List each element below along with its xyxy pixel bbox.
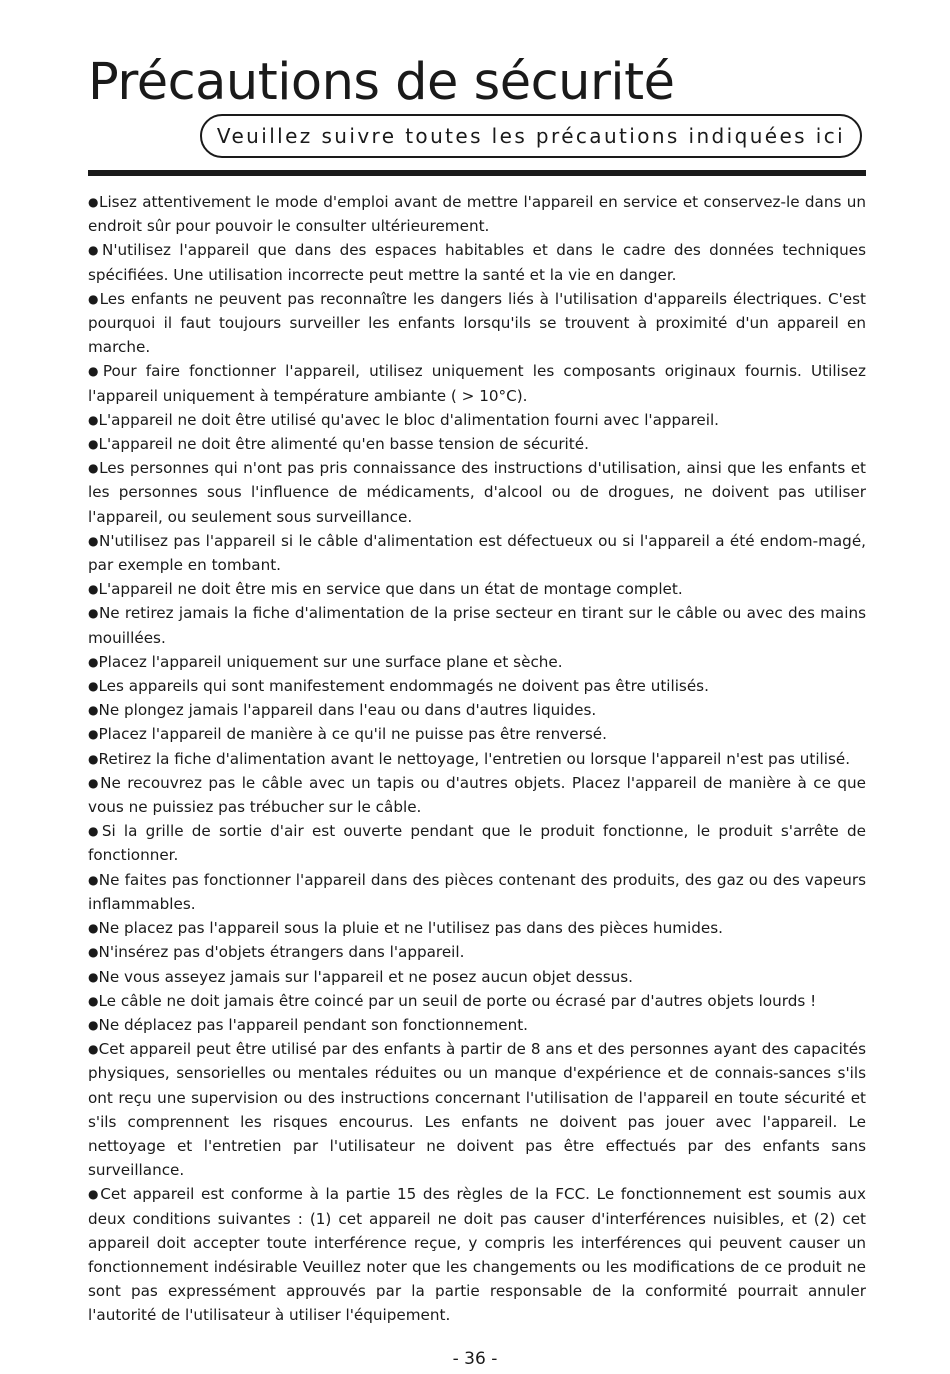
bullet-icon: ● xyxy=(88,727,99,742)
bullet-icon: ● xyxy=(88,824,102,839)
precaution-text: N'utilisez l'appareil que dans des espaces habitables et dans le cadre des données techniques spécifiées. Une utilisation incorrecte peut mettre la santé et la vie en danger. xyxy=(88,241,866,284)
bullet-icon: ● xyxy=(88,1017,99,1032)
precaution-text: Placez l'appareil de manière à ce qu'il ne puisse pas être renversé. xyxy=(98,725,607,744)
precaution-item xyxy=(88,577,866,601)
bullet-icon: ● xyxy=(88,582,99,597)
precaution-item xyxy=(88,989,866,1013)
bullet-icon: ● xyxy=(88,195,99,209)
precaution-item xyxy=(88,1013,866,1037)
bullet-icon: ● xyxy=(88,872,99,887)
precaution-text: Cet appareil peut être utilisé par des enfants à partir de 8 ans et des personnes ayant des capacités physiques, sensorielles ou mentales réduites ou un manque d'expérience et de connais-sances s'ils ont reçu une supervision ou des instructions concernant l'utilisation de l'appareil en toute sécurité et s'ils comprennent les risques encourus. Les enfants ne doivent pas jouer avec l'appareil. Le nettoyage et l'entretien par l'utilisateur ne doivent pas être effectués par des enfants sans surveillance. xyxy=(88,1040,866,1180)
precaution-text: N'utilisez pas l'appareil si le câble d'alimentation est défectueux ou si l'appareil a été endom-magé, par exemple en tombant. xyxy=(88,531,866,575)
precaution-text: Pour faire fonctionner l'appareil, utilisez uniquement les composants originaux fournis. Utilisez l'appareil uniquement à température ambiante ( > 10°C). xyxy=(88,362,866,405)
precaution-item xyxy=(88,432,866,456)
bullet-icon: ● xyxy=(88,1187,101,1202)
precaution-text: Ne retirez jamais la fiche d'alimentation de la prise secteur en tirant sur le câble ou avec des mains mouillées. xyxy=(88,604,866,647)
precaution-item xyxy=(88,456,866,529)
bullet-icon: ● xyxy=(88,364,103,379)
bullet-icon: ● xyxy=(88,606,99,621)
bullet-icon: ● xyxy=(88,291,100,306)
precaution-item xyxy=(88,747,866,771)
precaution-text: N'insérez pas d'objets étrangers dans l'appareil. xyxy=(98,943,465,962)
header-divider xyxy=(88,170,866,176)
precaution-item xyxy=(88,529,866,577)
precautions-list xyxy=(88,190,866,1328)
precaution-text: Lisez attentivement le mode d'emploi avant de mettre l'appareil en service et conservez-le dans un endroit sûr pour pouvoir le consulter ultérieurement. xyxy=(88,193,866,236)
bullet-icon: ● xyxy=(88,654,99,669)
bullet-icon: ● xyxy=(88,679,99,694)
precaution-item xyxy=(88,965,866,989)
bullet-icon: ● xyxy=(88,243,103,258)
precaution-text: Si la grille de sortie d'air est ouverte pendant que le produit fonctionne, le produit s'arrête de fonctionner. xyxy=(88,822,866,865)
bullet-icon: ● xyxy=(88,775,101,790)
page-number: - 36 - xyxy=(452,1349,498,1369)
precaution-item xyxy=(88,1037,866,1182)
bullet-icon: ● xyxy=(88,751,99,766)
precaution-text: Ne faites pas fonctionner l'appareil dans des pièces contenant des produits, des gaz ou des vapeurs inflammables. xyxy=(88,870,866,913)
precaution-text: Retirez la fiche d'alimentation avant le nettoyage, l'entretien ou lorsque l'appareil n'est pas utilisé. xyxy=(98,749,851,768)
precaution-text: Le câble ne doit jamais être coincé par un seuil de porte ou écrasé par d'autres objets lourds ! xyxy=(98,991,817,1010)
precaution-text: L'appareil ne doit être mis en service que dans un état de montage complet. xyxy=(98,580,683,599)
precaution-item xyxy=(88,819,866,867)
subtitle-text: Veuillez suivre toutes les précautions indiquées ici xyxy=(216,124,846,148)
bullet-icon: ● xyxy=(88,969,99,984)
precaution-item xyxy=(88,771,866,819)
bullet-icon: ● xyxy=(88,703,99,718)
precaution-text: Ne vous asseyez jamais sur l'appareil et ne posez aucun objet dessus. xyxy=(98,967,634,986)
bullet-icon: ● xyxy=(88,533,100,548)
precaution-text: Les personnes qui n'ont pas pris connaissance des instructions d'utilisation, ainsi que les enfants et les personnes sous l'influence de médicaments, d'alcool ou de drogues, ne doivent pas utiliser l'appareil, ou seulement sous surveillance. xyxy=(88,459,866,526)
bullet-icon: ● xyxy=(88,993,99,1008)
bullet-icon: ● xyxy=(88,1042,99,1057)
precaution-item xyxy=(88,722,866,746)
precaution-item xyxy=(88,238,866,286)
precaution-item xyxy=(88,940,866,964)
precaution-text: L'appareil ne doit être alimenté qu'en basse tension de sécurité. xyxy=(98,435,589,454)
precaution-item xyxy=(88,190,866,238)
precaution-text: Les enfants ne peuvent pas reconnaître les dangers liés à l'utilisation d'appareils électriques. C'est pourquoi il faut toujours surveiller les enfants lorsqu'ils se trouvent à proximité d'un appareil en marche. xyxy=(88,289,866,357)
precaution-item xyxy=(88,359,866,407)
page-title: Précautions de sécurité xyxy=(88,53,675,112)
precaution-item xyxy=(88,650,866,674)
precaution-item xyxy=(88,287,866,360)
subtitle-banner xyxy=(200,114,862,158)
bullet-icon: ● xyxy=(88,461,100,476)
precaution-text: Ne recouvrez pas le câble avec un tapis ou d'autres objets. Placez l'appareil de manière à ce que vous ne puissiez pas trébucher sur le câble. xyxy=(88,773,866,817)
precaution-item xyxy=(88,674,866,698)
precaution-item xyxy=(88,698,866,722)
precaution-text: L'appareil ne doit être utilisé qu'avec le bloc d'alimentation fourni avec l'appareil. xyxy=(98,410,719,429)
precaution-item xyxy=(88,408,866,432)
bullet-icon: ● xyxy=(88,945,99,960)
precaution-item xyxy=(88,916,866,940)
bullet-icon: ● xyxy=(88,921,99,936)
precaution-item xyxy=(88,868,866,916)
precaution-text: Placez l'appareil uniquement sur une surface plane et sèche. xyxy=(98,652,563,671)
precaution-text: Ne déplacez pas l'appareil pendant son fonctionnement. xyxy=(98,1015,529,1034)
precaution-item xyxy=(88,601,866,649)
bullet-icon: ● xyxy=(88,412,99,427)
precaution-text: Ne placez pas l'appareil sous la pluie et ne l'utilisez pas dans des pièces humides. xyxy=(98,919,723,938)
precaution-text: Cet appareil est conforme à la partie 15 des règles de la FCC. Le fonctionnement est soumis aux deux conditions suivantes : (1) cet appareil ne doit pas causer d'interférences nuisibles, et (2) cet appareil doit accepter toute interférence reçue, y compris les interférences qui peuvent causer un fonctionnement indésirable Veuillez noter que les changements ou les modifications de ce produit ne sont pas expressément approuvés par la partie responsable de la conformité pourrait annuler l'autorité de l'utilisateur à utiliser l'équipement. xyxy=(88,1185,866,1325)
bullet-icon: ● xyxy=(88,437,99,452)
precaution-text: Ne plongez jamais l'appareil dans l'eau ou dans d'autres liquides. xyxy=(98,701,597,720)
precaution-item xyxy=(88,1182,866,1327)
precaution-text: Les appareils qui sont manifestement endommagés ne doivent pas être utilisés. xyxy=(98,677,709,696)
